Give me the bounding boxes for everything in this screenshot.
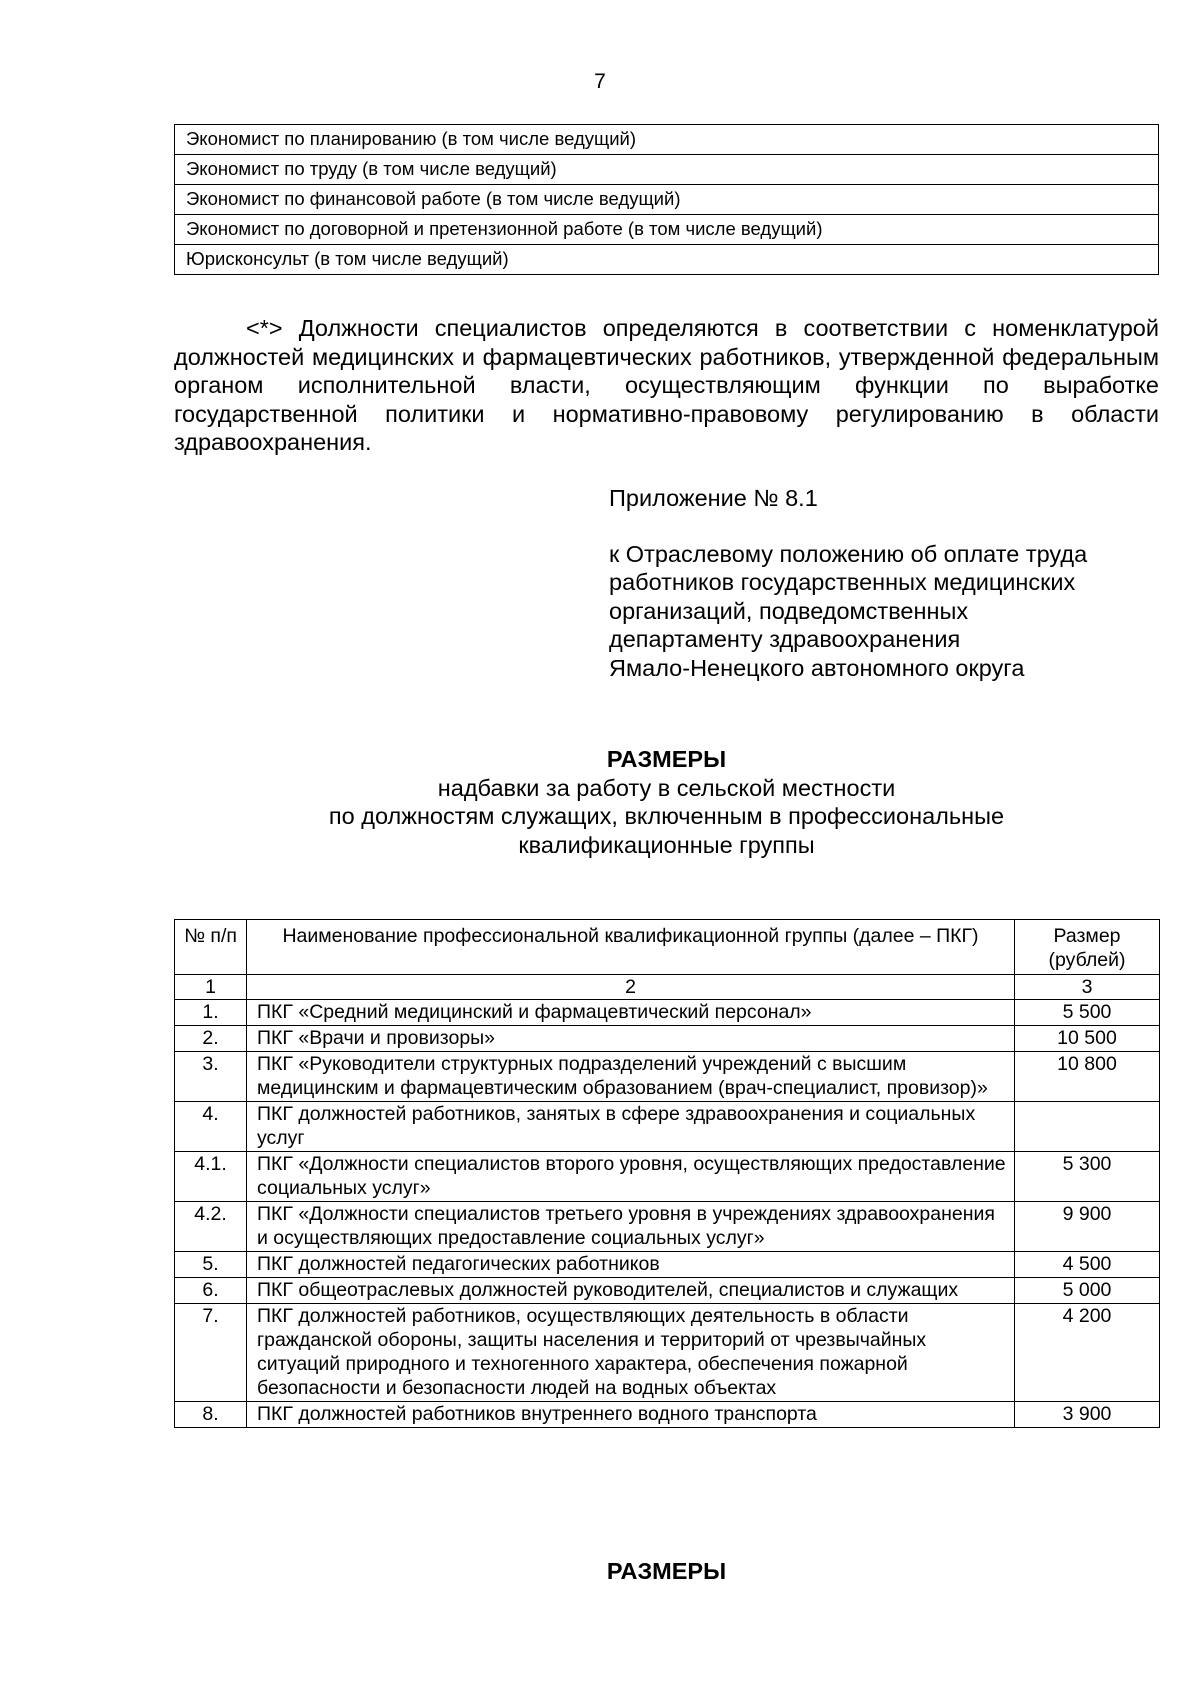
row-value-cell: 5 300	[1015, 1152, 1160, 1202]
table-row	[175, 1102, 1160, 1152]
row-number-cell: 5.	[175, 1252, 247, 1278]
table-row	[175, 185, 1159, 215]
table-row	[175, 1026, 1160, 1052]
row-number-cell: 7.	[175, 1304, 247, 1402]
row-value-cell: 3 900	[1015, 1402, 1160, 1428]
table-cell: Экономист по труду (в том числе ведущий)	[175, 155, 1159, 185]
row-number-cell: 1.	[175, 1000, 247, 1026]
appendix-block	[609, 484, 1169, 683]
appendix-line: Ямало-Ненецкого автономного округа	[609, 654, 1025, 681]
table-row	[175, 1152, 1160, 1202]
positions-table	[174, 124, 1159, 275]
row-value-cell: 4 500	[1015, 1252, 1160, 1278]
row-name-cell: ПКГ «Врачи и провизоры»	[247, 1026, 1015, 1052]
next-section-heading: РАЗМЕРЫ	[606, 1558, 727, 1584]
row-name-cell: ПКГ «Средний медицинский и фармацевтический персонал»	[247, 1000, 1015, 1026]
row-number-cell: 8.	[175, 1402, 247, 1428]
row-name-cell: ПКГ «Руководители структурных подразделений учреждений с высшим медицинским и фармацевтическим образованием (врач-специалист, провизор)»	[247, 1052, 1015, 1102]
row-name-cell: ПКГ должностей работников внутреннего водного транспорта	[247, 1402, 1015, 1428]
column-number-cell: 1	[175, 975, 247, 1000]
table-cell: Юрисконсульт (в том числе ведущий)	[175, 245, 1159, 275]
table-row	[175, 1000, 1160, 1026]
row-value-cell	[1015, 1102, 1160, 1152]
row-value-cell: 10 500	[1015, 1026, 1160, 1052]
table-row	[175, 1278, 1160, 1304]
appendix-title: Приложение № 8.1	[609, 485, 818, 511]
appendix-line: департаменту здравоохранения	[609, 626, 961, 653]
table-row	[175, 1052, 1160, 1102]
row-number-cell: 4.2.	[175, 1202, 247, 1252]
allowance-table	[174, 919, 1160, 1428]
appendix-line: к Отраслевому положению об оплате труда	[609, 540, 1088, 567]
row-number-cell: 6.	[175, 1278, 247, 1304]
heading-line: квалификационные группы	[518, 831, 815, 858]
appendix-line: организаций, подведомственных	[609, 597, 969, 624]
table-row	[175, 125, 1159, 155]
table-row	[175, 1304, 1160, 1402]
header-cell-name: Наименование профессиональной квалификационной группы (далее – ПКГ)	[247, 920, 1015, 975]
row-value-cell: 10 800	[1015, 1052, 1160, 1102]
header-cell-size: Размер (рублей)	[1015, 920, 1160, 975]
row-value-cell: 5 000	[1015, 1278, 1160, 1304]
table-cell: Экономист по финансовой работе (в том числе ведущий)	[175, 185, 1159, 215]
table-row	[175, 245, 1159, 275]
heading-line: по должностям служащих, включенным в профессиональные	[328, 803, 1005, 830]
table-row	[175, 1252, 1160, 1278]
row-name-cell: ПКГ «Должности специалистов второго уровня, осуществляющих предоставление социальных услуг»	[247, 1152, 1015, 1202]
column-number-cell: 3	[1015, 975, 1160, 1000]
table-header-row	[175, 920, 1160, 975]
table-row	[175, 1202, 1160, 1252]
table-row	[175, 155, 1159, 185]
column-number-row	[175, 975, 1160, 1000]
row-number-cell: 4.1.	[175, 1152, 247, 1202]
table-row	[175, 1402, 1160, 1428]
row-number-cell: 3.	[175, 1052, 247, 1102]
row-number-cell: 4.	[175, 1102, 247, 1152]
row-name-cell: ПКГ должностей педагогических работников	[247, 1252, 1015, 1278]
header-cell-number: № п/п	[175, 920, 247, 975]
page-number: 7	[594, 70, 606, 93]
table-row	[175, 215, 1159, 245]
table-cell: Экономист по планированию (в том числе ведущий)	[175, 125, 1159, 155]
row-value-cell: 5 500	[1015, 1000, 1160, 1026]
row-name-cell: ПКГ должностей работников, занятых в сфере здравоохранения и социальных услуг	[247, 1102, 1015, 1152]
heading-title: РАЗМЕРЫ	[606, 746, 727, 772]
row-value-cell: 9 900	[1015, 1202, 1160, 1252]
row-number-cell: 2.	[175, 1026, 247, 1052]
table-cell: Экономист по договорной и претензионной работе (в том числе ведущий)	[175, 215, 1159, 245]
footnote	[174, 314, 1159, 457]
row-name-cell: ПКГ общеотраслевых должностей руководителей, специалистов и служащих	[247, 1278, 1015, 1304]
row-value-cell: 4 200	[1015, 1304, 1160, 1402]
section-heading	[174, 745, 1159, 859]
heading-line: надбавки за работу в сельской местности	[437, 774, 896, 801]
row-name-cell: ПКГ должностей работников, осуществляющих деятельность в области гражданской обороны, защиты населения и территорий от чрезвычайных ситуаций природного и техногенного характера, обеспечения пожарной безопасности и безопасности людей на водных объектах	[247, 1304, 1015, 1402]
footnote-text: <*> Должности специалистов определяются в соответствии с номенклатурой должностей медицинских и фармацевтических работников, утвержденной федеральным органом исполнительной власти, осуществляющим функции по выработке государственной политики и нормативно-правовому регулированию в области здравоохранения.	[174, 315, 1159, 456]
row-name-cell: ПКГ «Должности специалистов третьего уровня в учреждениях здравоохранения и осуществляющих предоставление социальных услуг»	[247, 1202, 1015, 1252]
column-number-cell: 2	[247, 975, 1015, 1000]
appendix-line: работников государственных медицинских	[609, 569, 1076, 596]
